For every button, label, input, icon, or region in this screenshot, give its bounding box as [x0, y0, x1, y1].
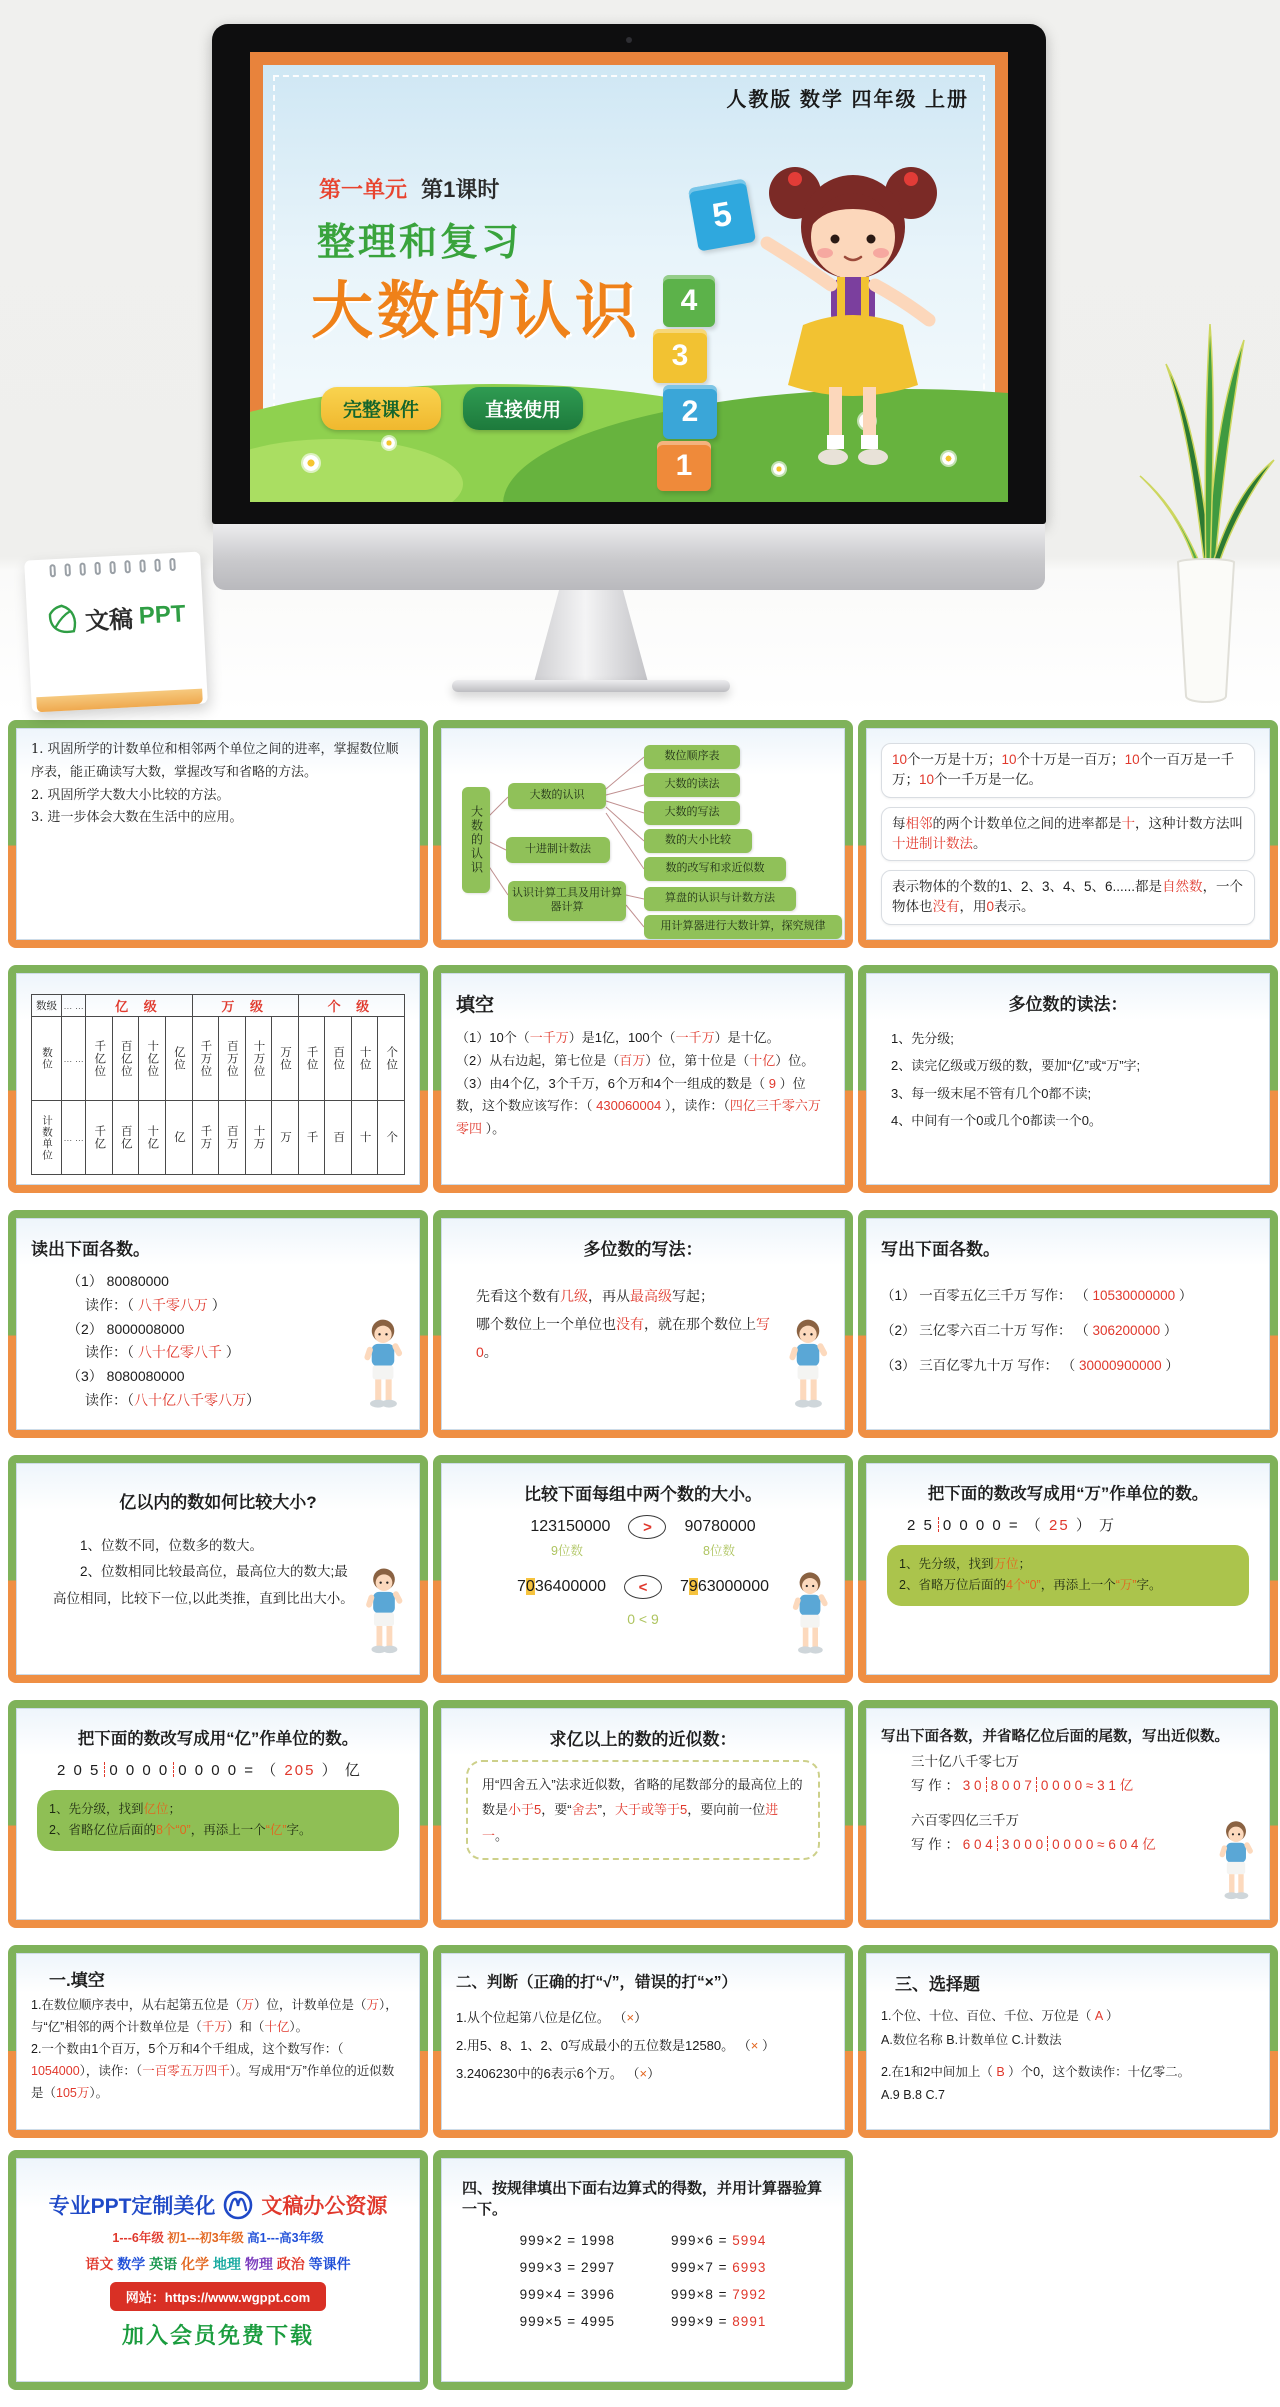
place-value-table: 数级 … … 亿 级 万 级 个 级 数位 … … 千亿位 百亿位 十亿位 亿位 千万位 百万位 十万位 万位 千位 百位 十位 个位 计数单位 … … 千亿 百亿 十亿 亿 千万 百万 十万 万 千 百 十 个	[31, 994, 405, 1175]
slide-thumb-goals	[8, 720, 428, 948]
left-number: 7036400000	[517, 1578, 606, 1595]
text-line: 3、每一级末尾不管有几个0都不读;	[891, 1085, 1092, 1101]
mindmap-node: 大数的认识	[508, 783, 606, 809]
hero-buttons	[321, 387, 583, 430]
slide-thumb-fill-blanks	[433, 965, 853, 1193]
slide-heading: 多位数的写法：	[583, 1240, 703, 1259]
number-block-4: 4	[663, 275, 715, 327]
group-header: 万 级	[192, 995, 298, 1017]
grade-range-line: 1---6年级 初1---初3年级 高1---高3年级	[112, 2231, 324, 2245]
slide-subtitle: 整理和复习	[317, 222, 523, 264]
goals-text	[16, 728, 420, 940]
number-block-3: 3	[653, 329, 707, 383]
text-line: 2.用5、8、1、2、0写成最小的五位数是12580。 （× ）	[456, 2037, 775, 2053]
text-line: 先看这个数有几级，再从最高级写起；	[476, 1288, 714, 1304]
slide-heading: 求亿以上的数的近似数：	[549, 1730, 737, 1749]
slide-thumb-rewrite-yi	[8, 1700, 428, 1928]
unit-lesson-label	[319, 173, 499, 204]
rule-box: 每相邻的两个计数单位之间的进率都是十，这种计数方法叫十进制计数法。	[881, 807, 1255, 862]
mindmap	[450, 737, 836, 931]
boy-illustration	[786, 1570, 834, 1666]
plant-illustration	[1126, 316, 1280, 712]
mindmap-node: 数的大小比较	[644, 829, 752, 853]
level-separator	[938, 1517, 939, 1532]
slide-thumb-exercise-judge	[433, 1945, 853, 2138]
equation: 999×8 = 7992	[670, 2287, 767, 2302]
options-line: A.9 B.8 C.7	[881, 2088, 945, 2103]
equation: 999×6 = 5994	[670, 2233, 767, 2248]
slide-heading: 填空	[456, 995, 495, 1016]
text-line: （2）从右边起，第七位是（百万）位，第十位是（十亿）位。	[456, 1052, 815, 1068]
wengao-logo-icon	[223, 2190, 253, 2220]
level-separator	[997, 1836, 998, 1851]
text-line: 1. 巩固所学的计数单位和相邻两个单位之间的进率，掌握数位顺序表，能正确读写大数，掌握改写和省略的方法。	[31, 742, 399, 780]
monitor-mockup	[212, 24, 1046, 524]
number-name: 六百零四亿三千万	[911, 1813, 1019, 1829]
tip-box	[887, 1545, 1249, 1606]
slide-thumb-place-value-table	[8, 965, 428, 1193]
text-line: 哪个数位上一个单位也没有，就在那个数位上写0。	[476, 1316, 770, 1360]
slide-heading: 一.填空	[49, 1971, 105, 1990]
promo-title-right: 文稿办公资源	[261, 2195, 388, 2218]
left-number: 123150000	[530, 1518, 611, 1535]
slide-heading: 四、按规律填出下面右边算式的得数，并用计算器验算一下。	[462, 2180, 823, 2218]
equation: 999×5 = 4995	[519, 2314, 615, 2329]
equation: 999×2 = 1998	[519, 2233, 615, 2248]
comparison-operator: >	[628, 1515, 666, 1539]
slide-title: 大数的认识	[311, 277, 642, 346]
group-header: 亿 级	[86, 995, 192, 1017]
lesson-label: 第1课时	[421, 177, 500, 202]
question-line: 2.在1和2中间加上（ B ）个0，这个数读作：十亿零二。	[881, 2064, 1191, 2079]
slide-thumb-counting-rules	[858, 720, 1278, 948]
slide-thumb-compare-pairs	[433, 1455, 853, 1683]
camera-dot	[626, 37, 632, 43]
monitor-screen	[250, 52, 1008, 502]
equation-line: 写 作 ： 3 0 8 0 0 7 0 0 0 0 ≈ 3 1 亿	[911, 1777, 1134, 1793]
calendar-spiral	[24, 551, 201, 578]
text-line: 4、中间有一个0或几个0都读一个0。	[891, 1112, 1102, 1128]
boy-illustration	[359, 1566, 409, 1666]
answer-line: 读作：（ 八十亿零八千 ）	[85, 1344, 240, 1361]
slide-thumb-mindmap	[433, 720, 853, 948]
flower-icon	[383, 437, 395, 449]
full-courseware-button[interactable]: 完整课件	[321, 387, 441, 430]
tip-line: 1、先分级，找到万位；	[899, 1557, 1031, 1571]
number-block-2: 2	[663, 385, 717, 439]
slide-heading: 二、判断（正确的打“√”，错误的打“×”）	[456, 1974, 738, 1991]
flower-icon	[303, 455, 319, 471]
monitor-stand	[534, 590, 648, 682]
text-line: 2.一个数由1个百万，5个万和4个千组成，这个数写作：（ 1054000），读作：（一百零五万四千）。写成用“万”作单位的近似数是（105万）。	[31, 2041, 395, 2100]
equation: 999×9 = 8991	[670, 2314, 767, 2329]
boy-illustration	[1213, 1819, 1259, 1911]
number-name: 三十亿八千零七万	[911, 1754, 1019, 1769]
slide-heading: 比较下面每组中两个数的大小。	[524, 1485, 762, 1504]
digit-cell: 千亿位	[93, 1039, 106, 1078]
text-line: 2、位数相同比较最高位，最高位大的数大;最高位相同，比较下一位,以此类推，直到比出大小。	[53, 1564, 354, 1606]
question-line: 1.个位、十位、百位、千位、万位是（ A ）	[881, 2009, 1119, 2023]
slide-heading: 多位数的读法：	[1008, 995, 1128, 1014]
text-line: 2、读完亿级或万级的数，要加“亿”或“万”字;	[891, 1058, 1141, 1074]
mindmap-node: 大数的写法	[644, 801, 740, 825]
text-line: 1.从个位起第八位是亿位。 （×）	[456, 2010, 648, 2025]
options-line: A.数位名称 B.计数单位 C.计数法	[881, 2032, 1062, 2047]
text-line: （2） 三亿零六百二十万 写作： （ 306200000 ）	[881, 1323, 1178, 1339]
equation-line: 写 作 ： 6 0 4 3 0 0 0 0 0 0 0 ≈ 6 0 4 亿	[911, 1836, 1156, 1852]
rule-box: 表示物体的个数的1、2、3、4、5、6......都是自然数，一个物体也没有，用0表示。	[881, 870, 1255, 925]
slide-heading: 把下面的数改写成用“亿”作单位的数。	[77, 1730, 359, 1748]
tip-line: 2、省略万位后面的4个“0”，再添上一个“万”字。	[899, 1578, 1162, 1593]
text-line: 1、先分级;	[891, 1031, 954, 1046]
number-line: （1） 80080000	[67, 1273, 169, 1289]
promo-title-left: 专业PPT定制美化	[48, 2195, 216, 2218]
slide-heading: 写出下面各数。	[881, 1240, 1000, 1259]
level-separator	[104, 1762, 105, 1777]
monitor-chin	[213, 524, 1045, 590]
level-separator	[1047, 1836, 1048, 1851]
slide-heading: 把下面的数改写成用“万”作单位的数。	[927, 1485, 1209, 1503]
text-line: 2. 巩固所学大数大小比较的方法。	[31, 787, 230, 803]
comparison-operator: <	[624, 1575, 662, 1599]
tip-box	[37, 1790, 399, 1851]
join-member-cta[interactable]: 加入会员免费下载	[121, 2323, 314, 2348]
unit-label: 第一单元	[319, 177, 408, 202]
text-line: （3） 三百亿零九十万 写作： （ 30000900000 ）	[881, 1358, 1179, 1374]
calendar-logo-text: 文稿	[84, 606, 134, 636]
boy-illustration	[357, 1317, 409, 1421]
slide-heading: 写出下面各数，并省略亿位后面的尾数，写出近似数。	[881, 1729, 1229, 1745]
text-line: 3.2406230中的6表示6个万。 （×）	[456, 2065, 661, 2081]
right-number: 90780000	[684, 1518, 756, 1535]
group-header: 个 级	[298, 995, 404, 1017]
slide-heading: 亿以内的数如何比较大小?	[119, 1493, 317, 1512]
tip-line: 2、省略亿位后面的8个“0”，再添上一个“亿”字。	[49, 1823, 312, 1838]
comparison-row	[456, 1515, 830, 1539]
text-line: （1）10个（一千万）是1亿，100个（一千万）是十亿。	[456, 1030, 780, 1045]
hero-section	[0, 0, 1280, 714]
number-line: （2） 8000008000	[67, 1320, 185, 1337]
slide-thumb-write-numbers	[858, 1210, 1278, 1438]
number-block-5: 5	[688, 178, 756, 251]
slide-thumb-writing-rules	[433, 1210, 853, 1438]
girl-illustration	[733, 135, 983, 502]
row-label: 计数单位	[40, 1114, 53, 1161]
monitor-base	[452, 680, 730, 692]
equation-line: 2 0 5 0 0 0 0 0 0 0 0 = （ 205 ） 亿	[57, 1762, 362, 1779]
subjects-line: 语文 数学 英语 化学 地理 物理 政治 等课件	[85, 2256, 351, 2272]
direct-use-button[interactable]: 直接使用	[463, 387, 583, 430]
row-label: 数位	[40, 1047, 53, 1070]
digit-count-labels: 9位数 8位数	[551, 1544, 735, 1558]
rule-box: 用“四舍五入”法求近似数，省略的尾数部分的最高位上的数是小于5，要“舍去”，大于或等于5，要向前一位进一。	[466, 1760, 820, 1860]
leaf-logo-icon	[44, 602, 80, 638]
equation-line: 2 5 0 0 0 0 = （ 25 ） 万	[907, 1517, 1117, 1534]
mindmap-root: 大数的认识	[462, 787, 490, 893]
level-separator	[986, 1777, 987, 1792]
text-line: 1、位数不同，位数多的数大。	[80, 1538, 264, 1553]
mindmap-node: 数位顺序表	[644, 745, 740, 769]
bottom-row	[8, 2150, 1280, 2390]
equations-grid	[456, 2233, 830, 2329]
unit-cell: 千亿	[93, 1125, 106, 1150]
number-block-1: 1	[657, 441, 711, 491]
wengao-ppt-logo: 文稿 PPT	[26, 595, 204, 639]
slide-thumb-reading-rules	[858, 965, 1278, 1193]
title-slide	[250, 52, 1008, 502]
slide-thumb-pattern	[433, 2150, 853, 2390]
edition-badge: 人教版 数学 四年级 上册	[726, 89, 969, 111]
level-separator	[1036, 1777, 1037, 1792]
number-line: （3） 8080080000	[67, 1368, 185, 1385]
tip-line: 1、先分级，找到亿位；	[49, 1802, 181, 1816]
desk-calendar	[24, 551, 208, 712]
mindmap-node: 大数的读法	[644, 773, 740, 797]
answer-line: 读作：（ 八千零八万 ）	[85, 1296, 226, 1313]
slide-thumb-read-numbers	[8, 1210, 428, 1438]
comparison-note: 0 < 9	[627, 1611, 659, 1627]
text-line: 1.在数位顺序表中，从右起第五位是（万）位，计数单位是（万），与“亿”相邻的两个计数单位是（千万）和（十亿）。	[31, 1998, 398, 2034]
slide-thumb-write-approx	[858, 1700, 1278, 1928]
text-line: （3）由4个亿，3个千万，6个万和4个一组成的数是（ 9 ）位数，这个数应该写作：（ 430060004 ），读作：（四亿三千零六万零四 ）。	[456, 1075, 821, 1136]
text-line: 3. 进一步体会大数在生活中的应用。	[31, 810, 243, 826]
level-separator	[173, 1762, 174, 1777]
mindmap-node: 算盘的认识与计数方法	[644, 887, 796, 911]
answer-line: 读作：（八十亿八千零八万）	[85, 1391, 260, 1408]
slide-thumb-exercise-choice	[858, 1945, 1278, 2138]
slide-heading: 读出下面各数。	[31, 1240, 150, 1259]
mindmap-node: 用计算器进行大数计算，探究规律	[644, 915, 842, 939]
slides-grid	[8, 720, 1280, 2138]
equation: 999×4 = 3996	[519, 2287, 615, 2302]
equation: 999×7 = 6993	[670, 2260, 767, 2275]
mindmap-node: 数的改写和求近似数	[644, 857, 786, 881]
right-number: 7963000000	[680, 1578, 769, 1595]
mindmap-node: 认识计算工具及用计算器计算	[508, 881, 626, 921]
slide-heading: 三、选择题	[895, 1975, 980, 1994]
boy-illustration	[782, 1317, 834, 1421]
rule-box: 10个一万是十万；10个十万是一百万；10个一百万是一千万；10个一千万是一亿。	[881, 743, 1255, 798]
text-line: （1） 一百零五亿三千万 写作： （ 10530000000 ）	[881, 1288, 1193, 1303]
slide-thumb-exercise-fill	[8, 1945, 428, 2138]
comparison-row	[456, 1575, 830, 1599]
promo-box	[8, 2150, 428, 2390]
mindmap-node: 十进制计数法	[506, 837, 610, 863]
slide-thumb-rounding	[433, 1700, 853, 1928]
table-corner: 数级	[32, 995, 62, 1017]
equation: 999×3 = 2997	[519, 2260, 615, 2275]
calendar-edge	[36, 689, 203, 713]
website-link[interactable]: 网站：https://www.wgppt.com	[110, 2282, 326, 2311]
slide-thumb-compare-rules	[8, 1455, 428, 1683]
slide-thumb-rewrite-wan	[858, 1455, 1278, 1683]
